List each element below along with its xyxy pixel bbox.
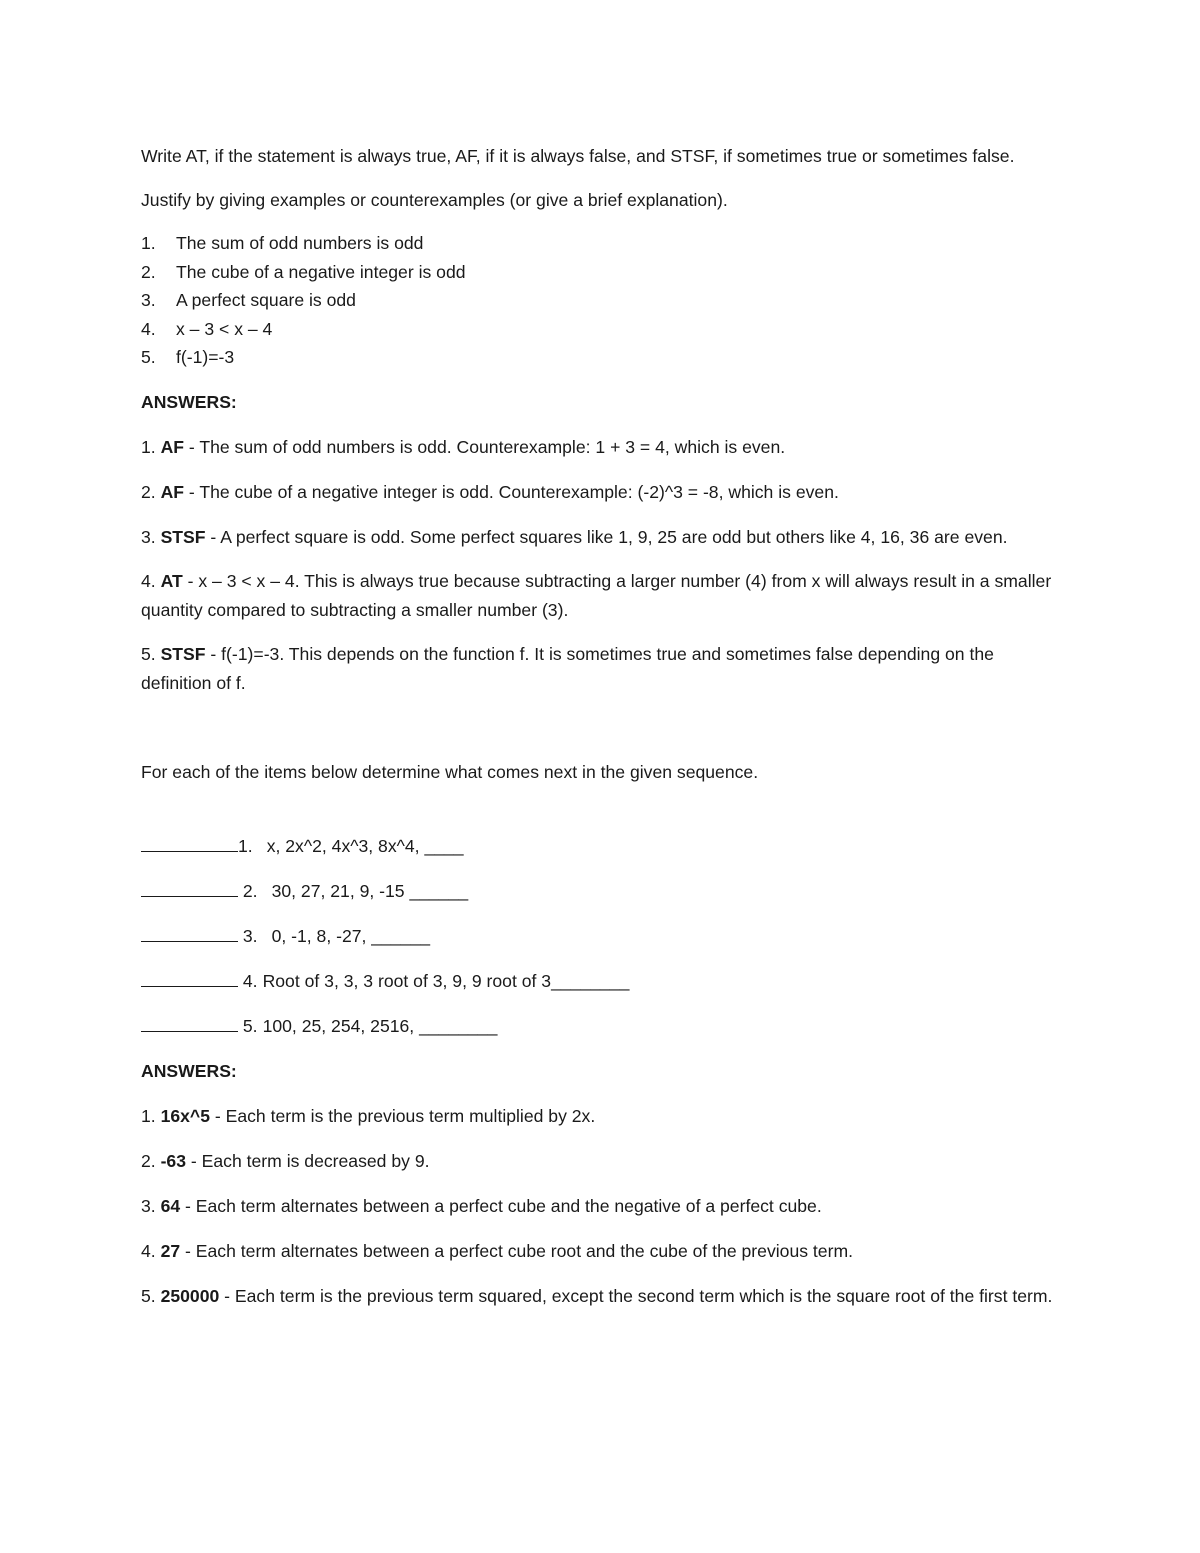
item-text: A perfect square is odd: [176, 290, 356, 310]
list-item: [141, 286, 1061, 315]
list-item: [141, 258, 1061, 287]
answer-item: 5. 250000 - Each term is the previous term squared, except the second term which is the square root of the first term.: [141, 1285, 1053, 1306]
answer-item: 2. AF - The cube of a negative integer is odd. Counterexample: (-2)^3 = -8, which is even.: [141, 481, 839, 502]
item-text: x – 3 < x – 4: [176, 318, 273, 339]
item-number: 3.: [141, 290, 156, 310]
part1-items: [141, 229, 1061, 372]
item-text: The sum of odd numbers is odd: [176, 233, 424, 253]
part2-items: [141, 832, 1061, 1041]
list-item: [141, 343, 1061, 372]
answer-blank[interactable]: [141, 878, 238, 897]
answers-heading: ANSWERS:: [141, 391, 237, 412]
sequence-item: 1. x, 2x^2, 4x^3, 8x^4, ____: [141, 832, 1061, 861]
part1-instructions: Write AT, if the statement is always true, AF, if it is always false, and STSF, if sometimes true or sometimes false.: [141, 146, 1015, 166]
sequence-item: 5. 100, 25, 254, 2516, ________: [141, 1012, 1061, 1041]
item-number: 4.: [141, 318, 156, 339]
list-item: [141, 229, 1061, 258]
answer-item: 3. 64 - Each term alternates between a perfect cube and the negative of a perfect cube.: [141, 1195, 822, 1216]
answer-blank[interactable]: [141, 923, 238, 942]
sequence-item: 4. Root of 3, 3, 3 root of 3, 9, 9 root of 3________: [141, 967, 1061, 996]
answer-item: 4. AT - x – 3 < x – 4. This is always true because subtracting a larger number (4) from x will always result in a smaller quantity compared to subtracting a smaller number (3).: [141, 570, 1052, 620]
part2-instructions: For each of the items below determine what comes next in the given sequence.: [141, 761, 759, 782]
answer-item: 4. 27 - Each term alternates between a perfect cube root and the cube of the previous term.: [141, 1240, 853, 1261]
answer-item: 2. -63 - Each term is decreased by 9.: [141, 1150, 430, 1171]
answer-item: 5. STSF - f(-1)=-3. This depends on the function f. It is sometimes true and sometimes false depending on the definition of f.: [141, 643, 994, 693]
answer-blank[interactable]: [141, 833, 238, 852]
sequence-item: 2. 30, 27, 21, 9, -15 ______: [141, 877, 1061, 906]
item-number: 1.: [141, 233, 156, 253]
answer-blank[interactable]: [141, 1013, 238, 1032]
answers-heading: ANSWERS:: [141, 1060, 237, 1081]
item-number: 5.: [141, 347, 156, 367]
answer-blank[interactable]: [141, 968, 238, 987]
item-text: The cube of a negative integer is odd: [176, 261, 466, 282]
part1-justify: Justify by giving examples or counterexamples (or give a brief explanation).: [141, 190, 728, 210]
item-number: 2.: [141, 261, 156, 282]
item-text: f(-1)=-3: [176, 347, 235, 367]
sequence-item: 3. 0, -1, 8, -27, ______: [141, 922, 1061, 951]
answer-item: 1. 16x^5 - Each term is the previous term multiplied by 2x.: [141, 1105, 596, 1126]
document-content: [141, 142, 1061, 1311]
list-item: [141, 315, 1061, 344]
answer-item: 1. AF - The sum of odd numbers is odd. Counterexample: 1 + 3 = 4, which is even.: [141, 436, 786, 457]
answer-item: 3. STSF - A perfect square is odd. Some perfect squares like 1, 9, 25 are odd but others like 4, 16, 36 are even.: [141, 526, 1008, 547]
